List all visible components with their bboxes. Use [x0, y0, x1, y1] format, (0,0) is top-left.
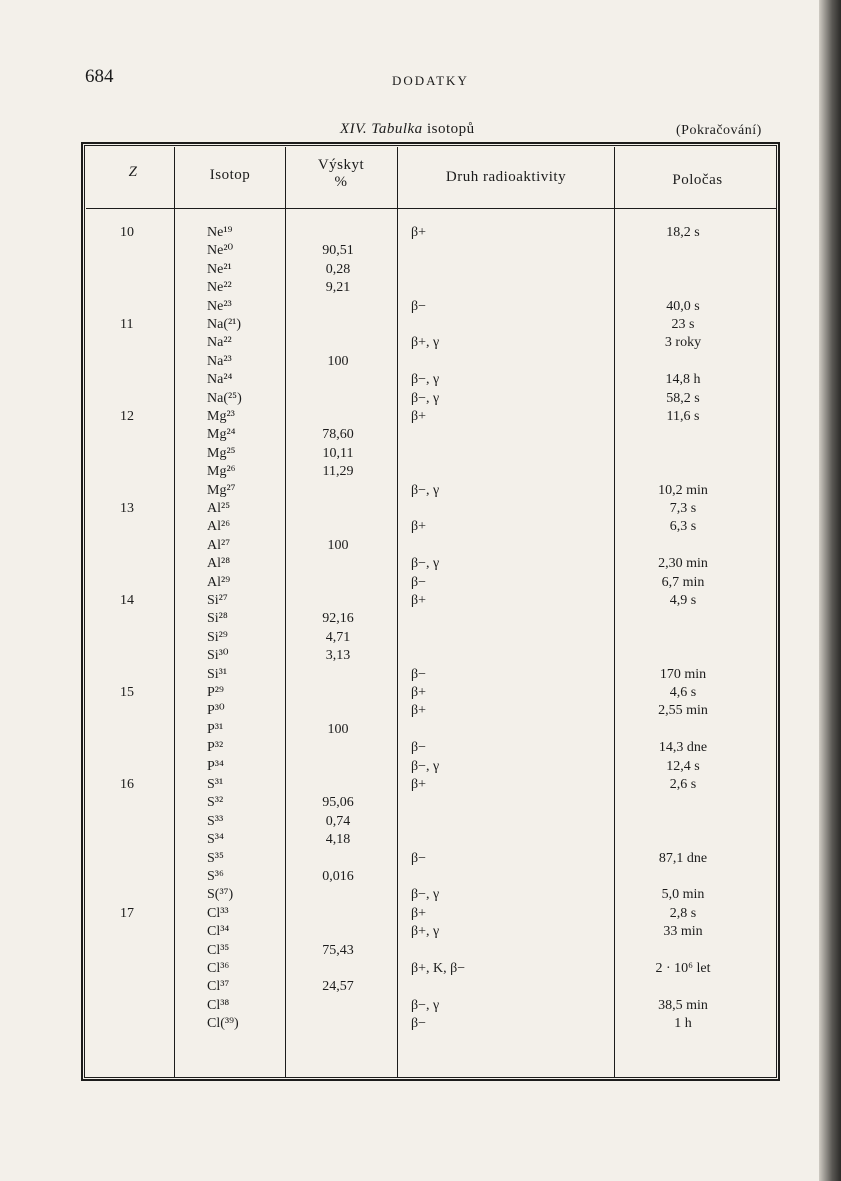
table-row — [0, 997, 841, 1015]
cell-decay: β−, γ — [411, 482, 440, 498]
cell-occurrence: 100 — [327, 353, 349, 369]
cell-decay: β+ — [411, 225, 427, 240]
cell-decay: β−, γ — [411, 390, 440, 406]
cell-isotope: Na²² — [207, 335, 232, 351]
table-row — [0, 371, 841, 389]
cell-decay: β+, K, β− — [411, 961, 466, 976]
cell-isotope: Mg²³ — [207, 409, 235, 424]
table-row — [0, 242, 841, 260]
table-row — [0, 813, 841, 831]
cell-half-life: 11,6 s — [666, 409, 700, 424]
cell-decay: β+ — [411, 519, 427, 535]
table-row — [0, 518, 841, 536]
cell-decay: β+ — [411, 703, 427, 719]
cell-isotope: S³⁴ — [207, 832, 224, 848]
cell-isotope: Cl³⁴ — [207, 924, 230, 940]
table-row — [0, 316, 841, 334]
cell-isotope: Cl³⁶ — [207, 961, 230, 976]
cell-decay: β+ — [411, 905, 427, 921]
table-row — [0, 868, 841, 886]
table-row — [0, 776, 841, 794]
table-row — [0, 739, 841, 757]
cell-isotope: Si²⁹ — [207, 629, 228, 645]
caption-word: Tabulka — [371, 121, 423, 137]
cell-decay: β− — [411, 1016, 427, 1032]
cell-isotope: Na²⁴ — [207, 372, 233, 388]
cell-isotope: Mg²⁶ — [207, 464, 236, 480]
header-occurrence-line1: Výskyt — [317, 157, 365, 173]
header-isotope: Isotop — [209, 167, 251, 183]
table-row — [0, 500, 841, 518]
header-occurrence — [292, 157, 390, 190]
cell-half-life: 4,6 s — [669, 685, 697, 700]
table-row — [0, 923, 841, 941]
cell-decay: β−, γ — [411, 997, 440, 1013]
cell-occurrence: 0,016 — [322, 869, 354, 884]
table-row — [0, 574, 841, 592]
table-row — [0, 592, 841, 610]
cell-isotope: Al²⁸ — [207, 556, 231, 572]
cell-isotope: Al²⁵ — [207, 501, 231, 516]
table-row — [0, 960, 841, 978]
table-row — [0, 831, 841, 849]
table-row — [0, 905, 841, 923]
caption-rest: isotopů — [422, 121, 475, 137]
table-row — [0, 353, 841, 371]
cell-half-life: 23 s — [671, 317, 695, 332]
table-row — [0, 408, 841, 426]
cell-isotope: P³⁴ — [207, 758, 224, 774]
cell-isotope: S³⁶ — [207, 869, 224, 884]
table-row — [0, 758, 841, 776]
cell-isotope: Na(²⁵) — [207, 390, 242, 406]
cell-decay: β+ — [411, 409, 427, 424]
cell-occurrence: 24,57 — [322, 979, 354, 995]
table-row — [0, 610, 841, 628]
table-row — [0, 463, 841, 481]
cell-occurrence: 95,06 — [322, 795, 354, 811]
table-row — [0, 298, 841, 316]
cell-occurrence: 9,21 — [325, 280, 351, 296]
cell-isotope: P³² — [207, 740, 224, 756]
cell-half-life: 5,0 min — [661, 887, 705, 903]
cell-z: 15 — [120, 685, 134, 700]
page-number: 684 — [85, 66, 114, 87]
header-occurrence-line2: % — [334, 173, 348, 190]
cell-z: 10 — [120, 225, 134, 240]
cell-half-life: 170 min — [659, 666, 707, 682]
cell-isotope: Si³⁰ — [207, 648, 229, 664]
table-row — [0, 390, 841, 408]
cell-z: 17 — [120, 905, 134, 921]
caption-numeral: XIV. — [340, 121, 368, 137]
table-row — [0, 978, 841, 996]
cell-decay: β+ — [411, 593, 427, 608]
cell-z: 14 — [120, 593, 134, 608]
table-row — [0, 537, 841, 555]
cell-half-life: 1 h — [674, 1016, 692, 1032]
cell-z: 16 — [120, 777, 134, 792]
cell-isotope: S³¹ — [207, 777, 224, 792]
cell-isotope: S(³⁷) — [207, 887, 234, 903]
cell-half-life: 18,2 s — [666, 225, 700, 240]
cell-z: 11 — [120, 317, 134, 332]
cell-decay: β−, γ — [411, 887, 440, 903]
table-caption — [340, 121, 475, 138]
table-row — [0, 1015, 841, 1033]
table-row — [0, 482, 841, 500]
cell-occurrence: 11,29 — [322, 464, 354, 480]
header-rule — [86, 208, 776, 209]
table-row — [0, 261, 841, 279]
cell-isotope: P³⁰ — [207, 703, 225, 719]
cell-isotope: Cl³⁷ — [207, 979, 230, 995]
cell-isotope: Cl³⁸ — [207, 997, 230, 1013]
header-z: Z — [128, 164, 138, 180]
cell-isotope: Si²⁸ — [207, 611, 228, 627]
cell-occurrence: 0,28 — [325, 261, 351, 277]
cell-isotope: Ne²³ — [207, 298, 232, 314]
cell-half-life: 87,1 dne — [658, 850, 708, 866]
cell-isotope: Cl(³⁹) — [207, 1016, 239, 1032]
cell-occurrence: 90,51 — [322, 243, 354, 259]
cell-half-life: 3 roky — [664, 335, 702, 351]
cell-decay: β− — [411, 850, 427, 866]
cell-isotope: S³⁵ — [207, 850, 224, 866]
table-row — [0, 647, 841, 665]
cell-half-life: 14,3 dne — [658, 740, 708, 756]
cell-decay: β−, γ — [411, 372, 440, 388]
cell-half-life: 2,55 min — [658, 703, 708, 719]
table-row — [0, 666, 841, 684]
cell-occurrence: 78,60 — [322, 427, 354, 443]
cell-half-life: 2,30 min — [658, 556, 708, 572]
table-row — [0, 224, 841, 242]
table-row — [0, 445, 841, 463]
table-row — [0, 684, 841, 702]
cell-occurrence: 3,13 — [325, 648, 351, 664]
cell-isotope: Na²³ — [207, 353, 232, 369]
cell-half-life: 6,7 min — [661, 574, 705, 590]
cell-half-life: 2,8 s — [669, 905, 697, 921]
cell-isotope: Ne²¹ — [207, 261, 232, 277]
table-row — [0, 702, 841, 720]
cell-isotope: Na(²¹) — [207, 317, 242, 332]
header-decay: Druh radioaktivity — [445, 169, 567, 185]
cell-isotope: Ne²⁰ — [207, 243, 234, 259]
cell-decay: β−, γ — [411, 556, 440, 572]
table-row — [0, 850, 841, 868]
cell-half-life: 2,6 s — [669, 777, 697, 792]
cell-decay: β−, γ — [411, 758, 440, 774]
cell-decay: β− — [411, 574, 427, 590]
cell-half-life: 40,0 s — [666, 298, 700, 314]
cell-isotope: P³¹ — [207, 721, 224, 737]
cell-decay: β− — [411, 740, 427, 756]
header-half-life: Poločas — [672, 172, 723, 188]
table-row — [0, 794, 841, 812]
cell-occurrence: 92,16 — [322, 611, 354, 627]
cell-isotope: Mg²⁷ — [207, 482, 236, 498]
cell-occurrence: 10,11 — [322, 445, 354, 461]
cell-occurrence: 0,74 — [325, 813, 351, 829]
cell-isotope: S³² — [207, 795, 224, 811]
cell-half-life: 14,8 h — [665, 372, 701, 388]
cell-half-life: 2 · 10⁶ let — [655, 961, 711, 976]
table-row — [0, 426, 841, 444]
cell-occurrence: 75,43 — [322, 942, 354, 958]
cell-isotope: P²⁹ — [207, 685, 224, 700]
cell-half-life: 7,3 s — [669, 501, 697, 516]
table-row — [0, 721, 841, 739]
cell-isotope: Mg²⁴ — [207, 427, 236, 443]
cell-occurrence: 100 — [327, 721, 349, 737]
cell-z: 13 — [120, 501, 134, 516]
cell-occurrence: 100 — [327, 537, 349, 553]
continued-note: (Pokračování) — [676, 123, 762, 138]
cell-isotope: Si²⁷ — [207, 593, 228, 608]
cell-decay: β+ — [411, 777, 427, 792]
cell-isotope: Cl³⁵ — [207, 942, 230, 958]
cell-isotope: Al²⁷ — [207, 537, 231, 553]
cell-z: 12 — [120, 409, 134, 424]
table-row — [0, 334, 841, 352]
cell-isotope: Si³¹ — [207, 666, 228, 682]
cell-occurrence: 4,18 — [325, 832, 351, 848]
table-row — [0, 279, 841, 297]
cell-decay: β+ — [411, 685, 427, 700]
cell-half-life: 10,2 min — [658, 482, 708, 498]
cell-isotope: Ne²² — [207, 280, 232, 296]
cell-isotope: S³³ — [207, 813, 224, 829]
cell-half-life: 58,2 s — [666, 390, 700, 406]
cell-half-life: 4,9 s — [669, 593, 697, 608]
cell-isotope: Ne¹⁹ — [207, 225, 233, 240]
cell-isotope: Mg²⁵ — [207, 445, 236, 461]
cell-half-life: 6,3 s — [669, 519, 697, 535]
cell-isotope: Al²⁶ — [207, 519, 231, 535]
cell-decay: β+, γ — [411, 335, 440, 351]
cell-decay: β− — [411, 298, 427, 314]
table-row — [0, 629, 841, 647]
cell-half-life: 33 min — [663, 924, 703, 940]
running-head: DODATKY — [392, 73, 469, 88]
cell-decay: β+, γ — [411, 924, 440, 940]
cell-isotope: Al²⁹ — [207, 574, 231, 590]
cell-occurrence: 4,71 — [325, 629, 351, 645]
cell-isotope: Cl³³ — [207, 905, 229, 921]
cell-decay: β− — [411, 666, 427, 682]
cell-half-life: 12,4 s — [666, 758, 700, 774]
cell-half-life: 38,5 min — [658, 997, 708, 1013]
table-row — [0, 886, 841, 904]
table-row — [0, 555, 841, 573]
table-row — [0, 942, 841, 960]
